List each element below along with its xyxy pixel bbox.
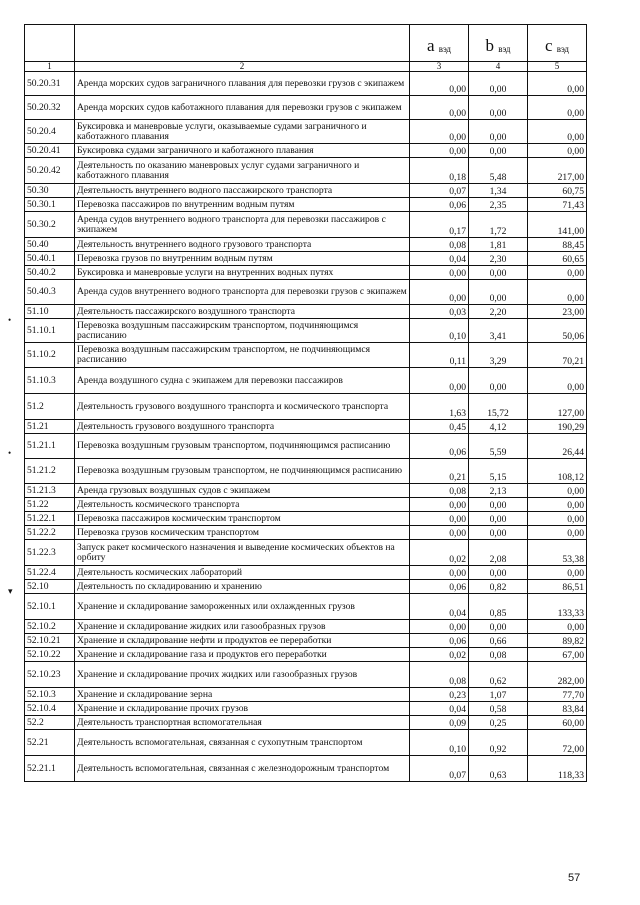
row-value-a: 0,00	[410, 280, 469, 305]
table-row	[25, 280, 587, 305]
row-value-c: 282,00	[528, 662, 587, 688]
row-value-c: 53,38	[528, 540, 587, 566]
row-value-b: 3,29	[469, 343, 528, 368]
row-value-c: 71,43	[528, 198, 587, 212]
row-code: 51.21.3	[25, 484, 75, 498]
table-row	[25, 498, 587, 512]
row-name: Перевозка воздушным пассажирским транспортом, не подчиняющимся расписанию	[75, 343, 410, 368]
row-name: Деятельность вспомогательная, связанная с железнодорожным транспортом	[75, 756, 410, 782]
header-a-main: a	[426, 36, 435, 55]
header-cell-code	[25, 25, 75, 62]
row-value-a: 0,09	[410, 716, 469, 730]
table-row	[25, 756, 587, 782]
row-name: Хранение и складирование жидких или газообразных грузов	[75, 620, 410, 634]
row-value-c: 0,00	[528, 526, 587, 540]
column-number-row	[25, 62, 587, 72]
row-name: Хранение и складирование зерна	[75, 688, 410, 702]
row-code: 52.10.22	[25, 648, 75, 662]
row-code: 51.21	[25, 420, 75, 434]
row-value-b: 4,12	[469, 420, 528, 434]
row-value-a: 0,10	[410, 319, 469, 343]
row-value-c: 86,51	[528, 580, 587, 594]
row-name: Перевозка воздушным пассажирским транспортом, подчиняющимся расписанию	[75, 319, 410, 343]
row-name: Деятельность грузового воздушного транспорта и космического транспорта	[75, 394, 410, 420]
row-name: Хранение и складирование замороженных или охлажденных грузов	[75, 594, 410, 620]
row-value-b: 2,20	[469, 305, 528, 319]
row-value-c: 0,00	[528, 620, 587, 634]
table-row	[25, 730, 587, 756]
row-value-a: 0,08	[410, 238, 469, 252]
row-value-c: 0,00	[528, 120, 587, 144]
table-row	[25, 484, 587, 498]
row-name: Деятельность космического транспорта	[75, 498, 410, 512]
row-value-c: 0,00	[528, 72, 587, 96]
row-name: Деятельность вспомогательная, связанная с сухопутным транспортом	[75, 730, 410, 756]
row-value-c: 0,00	[528, 512, 587, 526]
row-value-a: 0,00	[410, 266, 469, 280]
row-value-b: 1,81	[469, 238, 528, 252]
header-cell-c	[528, 25, 587, 62]
table-row	[25, 144, 587, 158]
row-code: 50.20.4	[25, 120, 75, 144]
row-value-a: 0,45	[410, 420, 469, 434]
row-code: 50.40	[25, 238, 75, 252]
row-value-a: 0,21	[410, 459, 469, 484]
row-value-a: 0,00	[410, 498, 469, 512]
row-value-c: 127,00	[528, 394, 587, 420]
row-name: Деятельность пассажирского воздушного транспорта	[75, 305, 410, 319]
row-code: 52.10	[25, 580, 75, 594]
row-code: 51.22.1	[25, 512, 75, 526]
row-value-a: 0,00	[410, 144, 469, 158]
row-value-b: 0,00	[469, 566, 528, 580]
row-value-b: 3,41	[469, 319, 528, 343]
row-value-a: 0,10	[410, 730, 469, 756]
row-name: Деятельность внутреннего водного грузового транспорта	[75, 238, 410, 252]
row-value-a: 0,00	[410, 120, 469, 144]
margin-mark: •	[8, 315, 12, 325]
table-row	[25, 648, 587, 662]
row-code: 51.10	[25, 305, 75, 319]
row-value-a: 0,04	[410, 252, 469, 266]
column-number: 3	[410, 62, 469, 72]
table-row	[25, 540, 587, 566]
row-value-a: 0,07	[410, 184, 469, 198]
row-value-a: 0,11	[410, 343, 469, 368]
row-code: 52.21	[25, 730, 75, 756]
header-b-sub: вэд	[498, 44, 511, 54]
row-code: 50.20.41	[25, 144, 75, 158]
table-row	[25, 184, 587, 198]
row-code: 51.22.3	[25, 540, 75, 566]
table-row	[25, 716, 587, 730]
row-value-c: 0,00	[528, 266, 587, 280]
row-value-a: 0,00	[410, 566, 469, 580]
table-row	[25, 634, 587, 648]
row-value-a: 0,02	[410, 540, 469, 566]
row-value-c: 0,00	[528, 484, 587, 498]
row-name: Хранение и складирование прочих жидких или газообразных грузов	[75, 662, 410, 688]
row-code: 52.10.2	[25, 620, 75, 634]
row-value-b: 0,58	[469, 702, 528, 716]
row-code: 50.20.32	[25, 96, 75, 120]
row-name: Перевозка грузов по внутренним водным путям	[75, 252, 410, 266]
row-code: 51.22.4	[25, 566, 75, 580]
row-value-b: 0,08	[469, 648, 528, 662]
row-value-b: 0,25	[469, 716, 528, 730]
row-value-a: 0,00	[410, 96, 469, 120]
row-name: Деятельность космических лабораторий	[75, 566, 410, 580]
header-cell-name	[75, 25, 410, 62]
row-value-b: 1,34	[469, 184, 528, 198]
row-value-a: 0,00	[410, 620, 469, 634]
row-value-c: 23,00	[528, 305, 587, 319]
row-code: 52.10.23	[25, 662, 75, 688]
row-value-b: 0,00	[469, 280, 528, 305]
row-value-c: 0,00	[528, 498, 587, 512]
row-code: 51.22.2	[25, 526, 75, 540]
row-code: 50.40.3	[25, 280, 75, 305]
table-row	[25, 305, 587, 319]
table-row	[25, 198, 587, 212]
row-value-c: 88,45	[528, 238, 587, 252]
row-value-b: 0,00	[469, 368, 528, 394]
row-value-c: 0,00	[528, 566, 587, 580]
row-code: 52.10.1	[25, 594, 75, 620]
row-value-c: 83,84	[528, 702, 587, 716]
row-name: Перевозка пассажиров по внутренним водным путям	[75, 198, 410, 212]
row-code: 51.10.1	[25, 319, 75, 343]
header-row	[25, 25, 587, 62]
margin-mark: •	[8, 448, 12, 458]
row-value-a: 0,00	[410, 526, 469, 540]
row-value-c: 67,00	[528, 648, 587, 662]
row-value-b: 5,59	[469, 434, 528, 459]
row-name: Буксировка судами заграничного и каботажного плавания	[75, 144, 410, 158]
table-row	[25, 526, 587, 540]
row-code: 52.10.4	[25, 702, 75, 716]
table-row	[25, 594, 587, 620]
row-name: Аренда морских судов заграничного плавания для перевозки грузов с экипажем	[75, 72, 410, 96]
row-value-b: 0,00	[469, 512, 528, 526]
row-value-c: 118,33	[528, 756, 587, 782]
row-name: Буксировка и маневровые услуги на внутренних водных путях	[75, 266, 410, 280]
row-name: Аренда воздушного судна с экипажем для перевозки пассажиров	[75, 368, 410, 394]
row-code: 50.30.2	[25, 212, 75, 238]
row-value-a: 0,00	[410, 512, 469, 526]
row-name: Перевозка пассажиров космическим транспортом	[75, 512, 410, 526]
row-value-c: 89,82	[528, 634, 587, 648]
table-row	[25, 72, 587, 96]
table-row	[25, 459, 587, 484]
row-value-c: 0,00	[528, 368, 587, 394]
row-value-c: 141,00	[528, 212, 587, 238]
row-value-b: 2,13	[469, 484, 528, 498]
table-row	[25, 212, 587, 238]
row-value-c: 60,75	[528, 184, 587, 198]
row-value-c: 133,33	[528, 594, 587, 620]
row-value-a: 0,08	[410, 662, 469, 688]
row-name: Перевозка воздушным грузовым транспортом, не подчиняющимся расписанию	[75, 459, 410, 484]
row-value-c: 77,70	[528, 688, 587, 702]
row-value-c: 60,65	[528, 252, 587, 266]
row-value-b: 0,00	[469, 526, 528, 540]
row-value-b: 0,62	[469, 662, 528, 688]
row-name: Запуск ракет космического назначения и выведение космических объектов на орбиту	[75, 540, 410, 566]
row-name: Буксировка и маневровые услуги, оказываемые судами заграничного и каботажного плавания	[75, 120, 410, 144]
header-cell-b	[469, 25, 528, 62]
row-value-a: 0,00	[410, 368, 469, 394]
row-code: 52.10.3	[25, 688, 75, 702]
row-value-a: 0,18	[410, 158, 469, 184]
row-value-a: 0,08	[410, 484, 469, 498]
row-name: Хранение и складирование нефти и продуктов ее переработки	[75, 634, 410, 648]
row-code: 52.2	[25, 716, 75, 730]
row-name: Аренда грузовых воздушных судов с экипажем	[75, 484, 410, 498]
row-value-b: 2,30	[469, 252, 528, 266]
row-value-b: 0,92	[469, 730, 528, 756]
row-code: 51.2	[25, 394, 75, 420]
row-code: 51.10.2	[25, 343, 75, 368]
row-value-a: 0,00	[410, 72, 469, 96]
row-code: 51.22	[25, 498, 75, 512]
row-value-a: 0,17	[410, 212, 469, 238]
row-value-a: 0,04	[410, 702, 469, 716]
page-number: 57	[568, 872, 581, 884]
row-value-a: 0,02	[410, 648, 469, 662]
row-value-a: 0,03	[410, 305, 469, 319]
column-number: 1	[25, 62, 75, 72]
row-code: 51.10.3	[25, 368, 75, 394]
column-number: 2	[75, 62, 410, 72]
row-code: 50.20.42	[25, 158, 75, 184]
row-value-a: 0,07	[410, 756, 469, 782]
row-name: Деятельность внутреннего водного пассажирского транспорта	[75, 184, 410, 198]
row-value-a: 0,06	[410, 198, 469, 212]
row-value-b: 1,72	[469, 212, 528, 238]
row-value-c: 72,00	[528, 730, 587, 756]
table-row	[25, 662, 587, 688]
row-value-c: 217,00	[528, 158, 587, 184]
row-value-b: 0,82	[469, 580, 528, 594]
header-b-main: b	[485, 36, 494, 55]
row-value-a: 0,06	[410, 434, 469, 459]
coefficient-table	[24, 24, 587, 782]
row-value-b: 0,00	[469, 144, 528, 158]
row-value-a: 0,23	[410, 688, 469, 702]
row-value-c: 50,06	[528, 319, 587, 343]
row-name: Аренда судов внутреннего водного транспорта для перевозки грузов с экипажем	[75, 280, 410, 305]
row-value-b: 0,63	[469, 756, 528, 782]
table-row	[25, 434, 587, 459]
table-row	[25, 120, 587, 144]
row-value-a: 0,06	[410, 634, 469, 648]
row-code: 50.30	[25, 184, 75, 198]
row-name: Деятельность по складированию и хранению	[75, 580, 410, 594]
row-value-b: 5,48	[469, 158, 528, 184]
row-value-c: 0,00	[528, 280, 587, 305]
row-value-b: 0,00	[469, 96, 528, 120]
column-number: 4	[469, 62, 528, 72]
row-value-b: 0,00	[469, 72, 528, 96]
row-code: 50.20.31	[25, 72, 75, 96]
row-name: Хранение и складирование газа и продуктов его переработки	[75, 648, 410, 662]
row-value-c: 108,12	[528, 459, 587, 484]
row-value-b: 0,00	[469, 120, 528, 144]
row-name: Деятельность по оказанию маневровых услуг судами заграничного и каботажного плавания	[75, 158, 410, 184]
row-value-b: 5,15	[469, 459, 528, 484]
row-code: 52.10.21	[25, 634, 75, 648]
table-row	[25, 96, 587, 120]
table-row	[25, 368, 587, 394]
table-row	[25, 512, 587, 526]
row-value-a: 0,04	[410, 594, 469, 620]
table-row	[25, 620, 587, 634]
row-value-b: 2,35	[469, 198, 528, 212]
margin-mark: ▾	[8, 586, 13, 596]
table-row	[25, 394, 587, 420]
row-value-c: 0,00	[528, 144, 587, 158]
column-number: 5	[528, 62, 587, 72]
header-a-sub: вэд	[438, 44, 452, 54]
row-name: Деятельность грузового воздушного транспорта	[75, 420, 410, 434]
table-row	[25, 688, 587, 702]
table-row	[25, 238, 587, 252]
row-value-b: 0,00	[469, 620, 528, 634]
row-code: 50.30.1	[25, 198, 75, 212]
row-name: Перевозка грузов космическим транспортом	[75, 526, 410, 540]
row-value-b: 1,07	[469, 688, 528, 702]
table-row	[25, 566, 587, 580]
header-c-sub: вэд	[556, 44, 570, 54]
header-cell-a	[410, 25, 469, 62]
table-row	[25, 252, 587, 266]
row-value-b: 0,66	[469, 634, 528, 648]
table-row	[25, 420, 587, 434]
row-code: 50.40.1	[25, 252, 75, 266]
row-value-b: 15,72	[469, 394, 528, 420]
table-row	[25, 158, 587, 184]
row-name: Хранение и складирование прочих грузов	[75, 702, 410, 716]
row-value-a: 0,06	[410, 580, 469, 594]
row-name: Деятельность транспортная вспомогательная	[75, 716, 410, 730]
table-row	[25, 580, 587, 594]
row-value-c: 0,00	[528, 96, 587, 120]
row-value-b: 2,08	[469, 540, 528, 566]
table-row	[25, 319, 587, 343]
row-code: 51.21.2	[25, 459, 75, 484]
row-code: 52.21.1	[25, 756, 75, 782]
table-row	[25, 702, 587, 716]
row-name: Аренда судов внутреннего водного транспорта для перевозки пассажиров с экипажем	[75, 212, 410, 238]
row-value-b: 0,85	[469, 594, 528, 620]
row-value-c: 70,21	[528, 343, 587, 368]
row-name: Аренда морских судов каботажного плавания для перевозки грузов с экипажем	[75, 96, 410, 120]
row-value-a: 1,63	[410, 394, 469, 420]
row-value-c: 190,29	[528, 420, 587, 434]
row-value-b: 0,00	[469, 266, 528, 280]
row-name: Перевозка воздушным грузовым транспортом, подчиняющимся расписанию	[75, 434, 410, 459]
header-c-main: c	[544, 36, 553, 55]
table-row	[25, 266, 587, 280]
row-value-c: 60,00	[528, 716, 587, 730]
row-value-c: 26,44	[528, 434, 587, 459]
table-row	[25, 343, 587, 368]
row-code: 51.21.1	[25, 434, 75, 459]
row-value-b: 0,00	[469, 498, 528, 512]
row-code: 50.40.2	[25, 266, 75, 280]
